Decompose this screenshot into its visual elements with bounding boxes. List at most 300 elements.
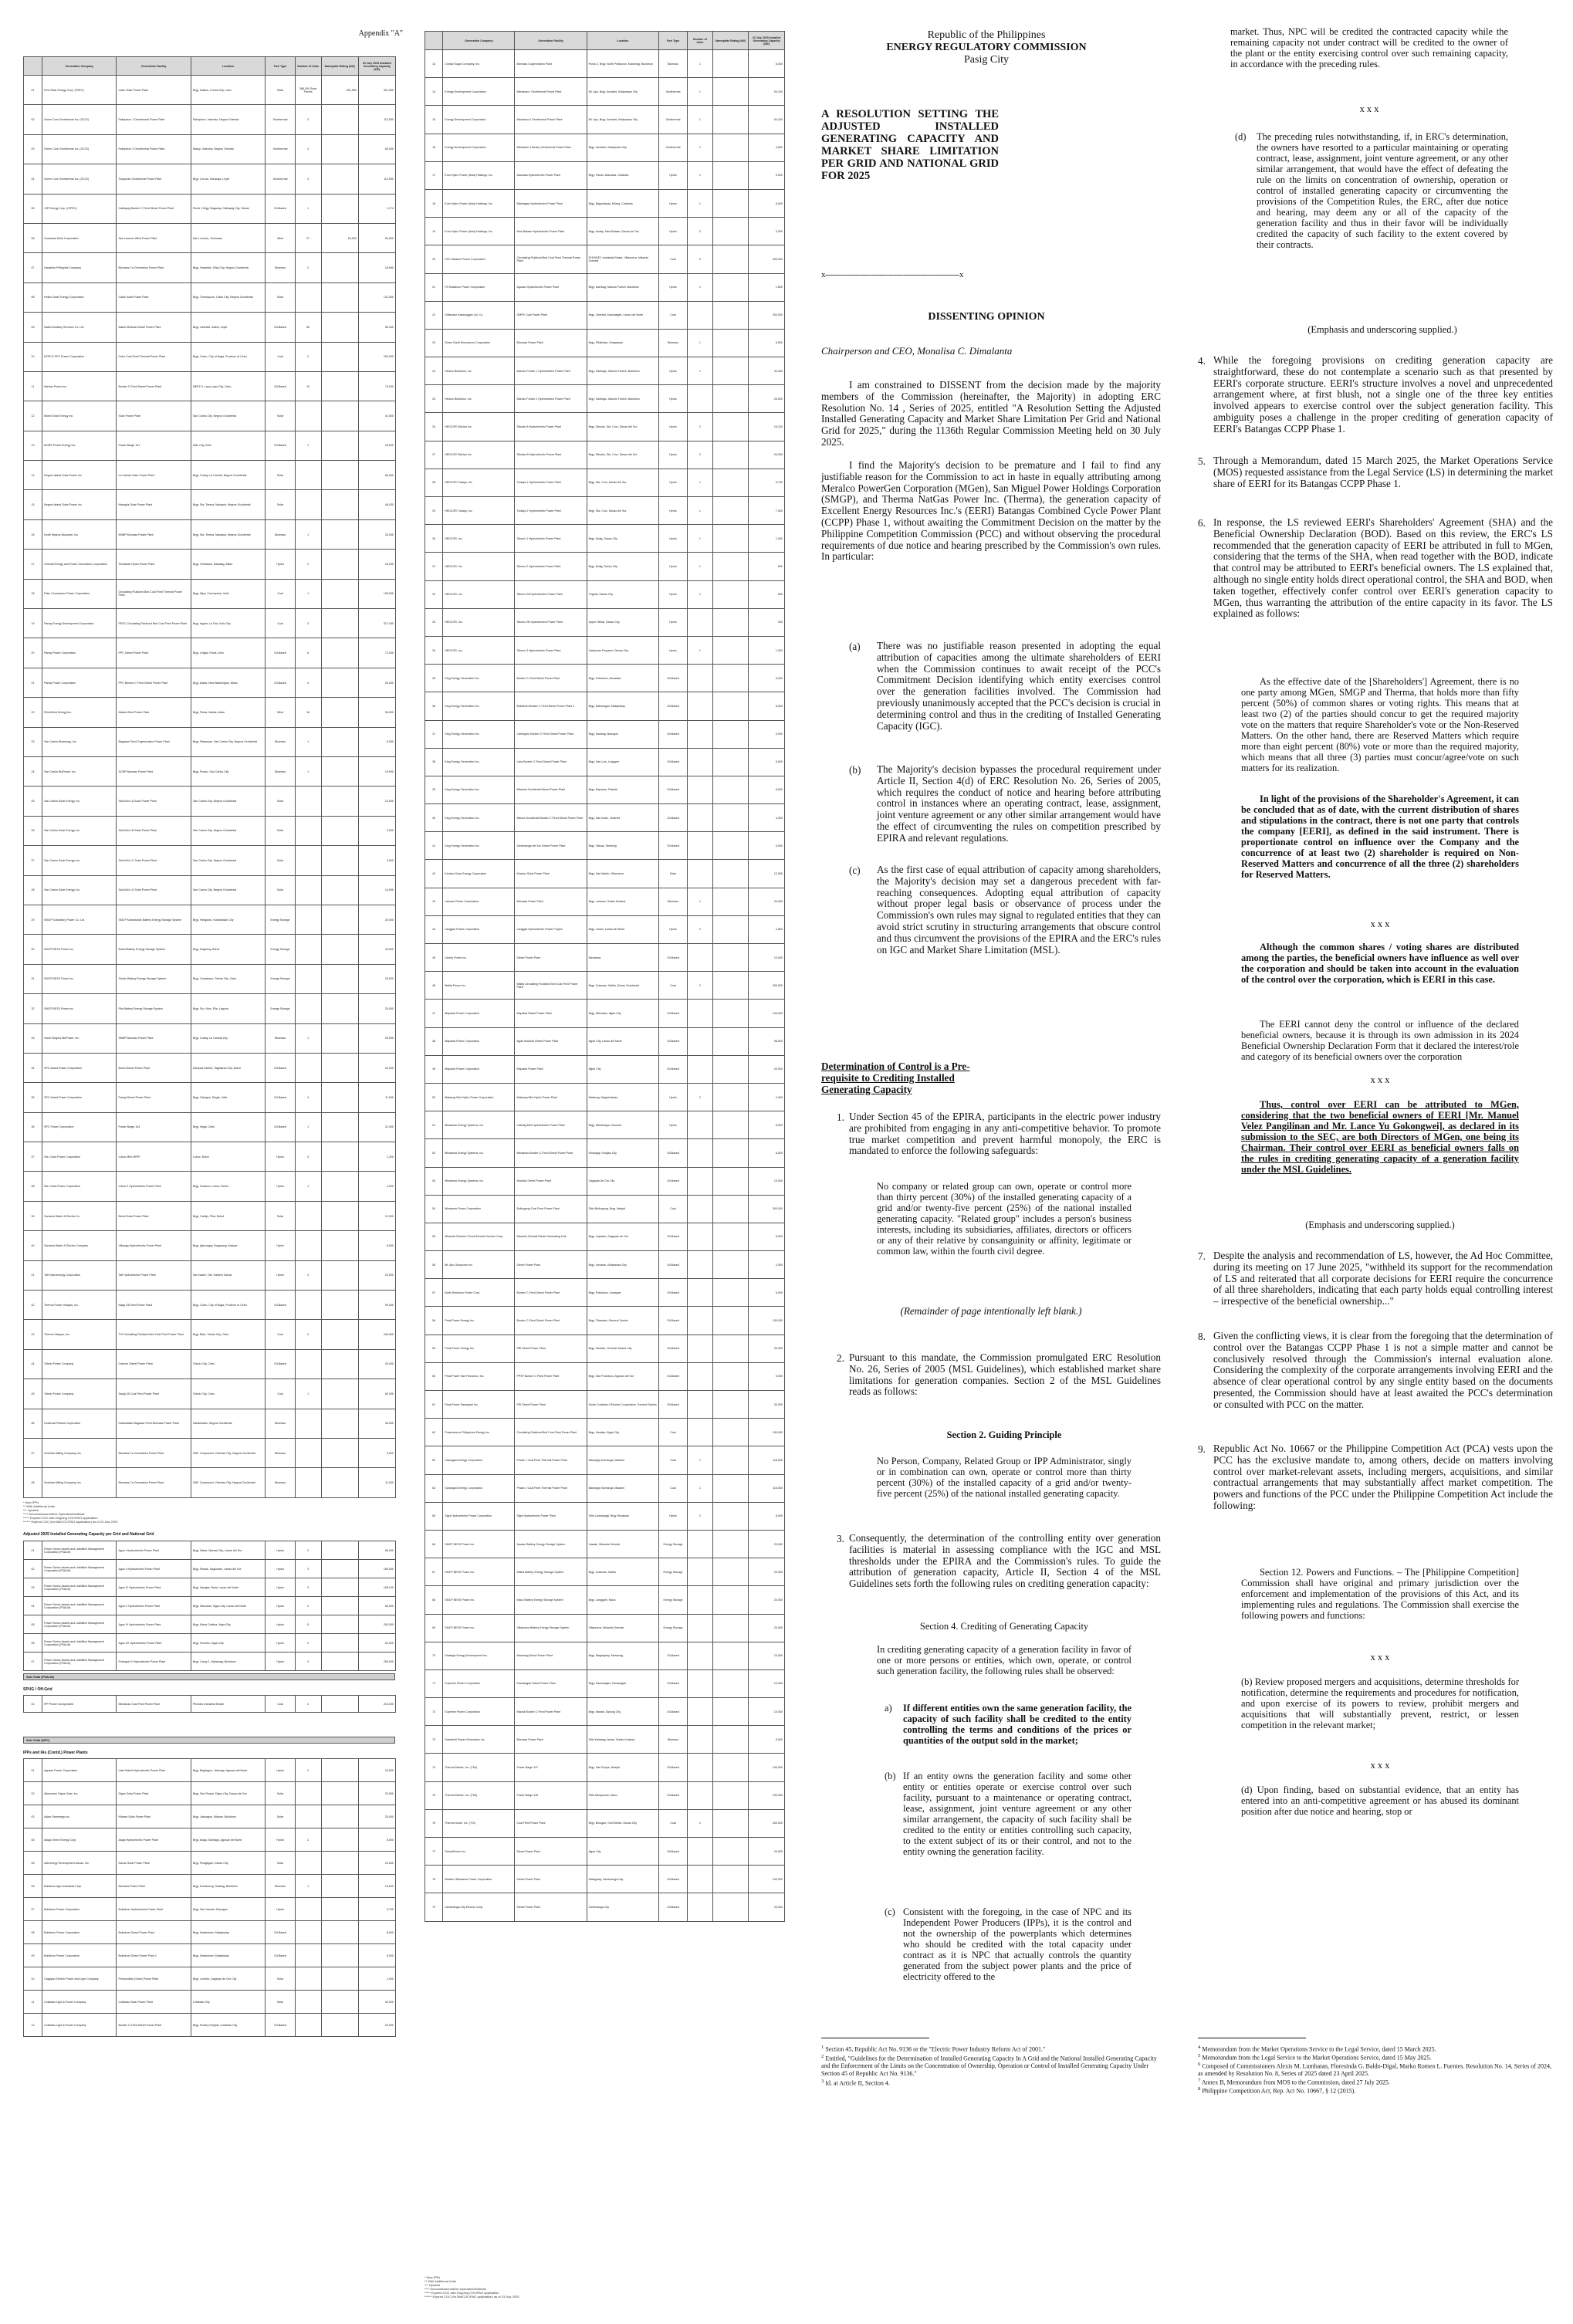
table-cell	[688, 608, 713, 636]
table-cell: 13	[24, 431, 42, 460]
table-cell: 34	[425, 636, 443, 664]
table-cell	[688, 1669, 713, 1697]
table-cell: Power Sector Assets and Liabilities Management Corporation (PSALM)	[42, 1560, 117, 1578]
table-cell: 30,000	[358, 1991, 395, 2014]
table-cell: Hydro	[658, 1083, 687, 1111]
table-cell: Pulangui IV Hydroelectric Power Plant	[117, 1653, 191, 1671]
table-cell	[321, 756, 358, 786]
table-cell: 2	[295, 1541, 321, 1560]
continuation-text: market. Thus, NPC will be credited the contracted capacity while the remaining capacity not under contract will be credited to the owner of the plant or the entity exercising control over such remaining capacity, in accordance with the preceding rules.	[1230, 26, 1508, 69]
remainder-note: (Remainder of page intentionally left blank.)	[900, 1305, 1082, 1317]
table-cell	[321, 519, 358, 549]
table-cell	[321, 1782, 358, 1805]
table-cell: 05	[24, 1615, 42, 1634]
ls-quote-5: Thus, control over EERI can be attributed to MGen, considering that the two beneficial owners of EERI [Mr. Manuel Velez Pangilinan and Mr. Lance Yu Gokongwei], as declared in its submission to the SEC, are both Directors of MGen, one being its Chairman. Their control over EERI as beneficial owners falls on the rules in crediting generating capacity of a generation facility under the MSL Guidelines.	[1241, 1099, 1519, 1175]
table-cell: San Carlos Solar Energy, Inc.	[42, 846, 117, 875]
table-row	[425, 720, 785, 748]
table-cell: Kabankalan Bagasse Fired Biomass Power Plant	[117, 1409, 191, 1438]
table-cell: Brgy. Ditucalan, Iligan City	[587, 1000, 658, 1027]
table-cell: Mindanao 3 Binary Geothermal Power Plant	[515, 134, 587, 161]
table-row	[425, 1781, 785, 1809]
table-cell: Bukidnon Power Corporation	[42, 1921, 117, 1944]
table-cell: San Carlos City, Negros Occidental	[191, 816, 265, 845]
table-row	[24, 787, 396, 816]
table-row	[24, 1172, 396, 1201]
table-cell: Energy Development Corporation	[443, 134, 515, 161]
pca-sec12: Section 12. Powers and Functions. – The [Philippine Competition] Commission shall have original and primary jurisdiction over the enforcement and implementation of the provisions of this Act, and its implementing rules and regulations. The Commission shall exercise the following powers and functions:	[1241, 1567, 1519, 1621]
table-row	[425, 580, 785, 608]
table-cell	[321, 1634, 358, 1653]
table-cell: Solar	[266, 875, 296, 905]
table-cell: 3	[295, 1578, 321, 1597]
para-9: Republic Act No. 10667 or the Philippine Competition Act (PCA) vests upon the PCC has the exclusive mandate to, among others, decide on matters involving control over market-relevant assets, including mergers, acquisitions, and similar contractual arrangements that may substantially affect market competition. The powers and functions of the PCC under the Philippine Competition Act include the following:	[1213, 1443, 1553, 1511]
table-cell	[712, 580, 749, 608]
table-cell: 25	[24, 787, 42, 816]
table-row	[24, 964, 396, 993]
table-cell: Solar	[266, 816, 296, 845]
table-cell: Liberty Power Inc.	[443, 944, 515, 972]
table-cell: 31	[425, 553, 443, 580]
emphasis-note-2: (Emphasis and underscoring supplied.)	[1305, 1220, 1455, 1230]
table-cell: 54,240	[749, 106, 785, 134]
table-cell: Miami Solar Energy Inc.	[42, 401, 117, 431]
table-cell: Brgy. Lumbia, Cagayan de Oro City	[191, 1967, 265, 1991]
table-cell: 2,000	[749, 1251, 785, 1279]
table-cell: Bulbugong Coal Fired Power Plant	[515, 1195, 587, 1223]
table-cell: Hydro	[266, 1898, 296, 1921]
table-cell: Hydro	[266, 1560, 296, 1578]
table-cell: 55,440	[358, 313, 395, 342]
table-cell: Asian Greenergy Inc.	[42, 1805, 117, 1828]
para-8: Given the conflicting views, it is clear from the foregoing that the determination of control over the Batangas CCPP Phase 1 is not a simple matter and cannot be conclusively resolved through the Commission's internal evaluation alone. Considering the complexity of the corporate arrangements involving EERI and the absence of clear operational control by any single entity based on the documents presented, the Commission should have at least awaited the PCC's determination or consulted with PCC on the matter.	[1213, 1330, 1553, 1410]
table-cell	[321, 1991, 358, 2014]
footnote-7: $^7$ Annex B, Memorandum from MOS to the Commission, dated 27 July 2025.	[1198, 2078, 1390, 2086]
table-cell	[712, 1335, 749, 1362]
column-header: Location	[191, 57, 265, 76]
table-cell: 31	[24, 964, 42, 993]
note-line: **** Decommissioned/De-Operation/Mothball	[425, 2287, 486, 2291]
table-cell	[712, 636, 749, 664]
table-cell: 39	[24, 1201, 42, 1230]
table-cell: Brgy. Lamsan, Sultan Kudarat	[587, 888, 658, 915]
table-cell: Green Core Geothermal Inc. (GCGI)	[42, 105, 117, 134]
table-cell: SaCaSol I-B Solar Power Plant	[117, 816, 191, 845]
table-cell: San Carlos Solar Energy, Inc.	[42, 787, 117, 816]
table-cell: 10,000	[358, 1875, 395, 1898]
table-cell: 4	[295, 1083, 321, 1112]
table-row	[24, 164, 396, 194]
table-cell	[688, 1838, 713, 1866]
table-cell: 103,000	[749, 1000, 785, 1027]
table-cell: Solar	[266, 490, 296, 519]
table-cell	[712, 1558, 749, 1586]
table-cell: Bagasse Fired Cogeneration Power Plant	[117, 727, 191, 756]
rule-b-label: (b)	[885, 1771, 896, 1781]
table-row	[24, 1696, 396, 1713]
table-cell: Oil-Based	[266, 668, 296, 697]
table-row	[24, 1083, 396, 1112]
ellipsis-5: x x x	[1370, 1760, 1390, 1771]
table-cell	[295, 964, 321, 993]
table-cell: HEDCOR, Inc.	[443, 580, 515, 608]
table-cell: 79	[425, 1893, 443, 1921]
table-cell: 42	[425, 860, 443, 888]
table-cell: Biomass	[266, 1468, 296, 1497]
table-cell	[321, 875, 358, 905]
table-cell: Manolo Fortich 1 Hydroelectric Power Plant	[515, 357, 587, 385]
table-cell	[321, 668, 358, 697]
table-cell: Langgas Hydroelectric Power Project	[515, 915, 587, 943]
table-cell	[295, 905, 321, 934]
table-cell: 32	[24, 994, 42, 1023]
table-cell: 20	[425, 245, 443, 273]
table-cell: 9,000	[358, 1438, 395, 1467]
table-cell	[688, 1027, 713, 1055]
table-cell: 1	[295, 1172, 321, 1201]
table-cell	[321, 1172, 358, 1201]
table-cell: Taft Hydroelectric Power Plant	[117, 1260, 191, 1290]
table-row	[24, 105, 396, 134]
table-cell	[712, 1642, 749, 1669]
table-cell: 3	[688, 218, 713, 245]
table-cell: 3,800	[749, 134, 785, 161]
table-row	[425, 1698, 785, 1726]
table-cell: Brgy. Ditucalan, Iligan City, Lanao del Norte	[191, 1597, 265, 1615]
table-cell: 82,000	[358, 1379, 395, 1409]
table-cell: 300,000	[749, 972, 785, 1000]
table-cell: 33	[24, 1023, 42, 1053]
table-cell: Bukidnon Diesel Power Plant	[117, 1921, 191, 1944]
table-cell: Oil-Based	[266, 1944, 296, 1967]
table-cell: Gillamaco Kasaroggan Ltd. Co.	[443, 301, 515, 329]
table-cell: 2	[295, 550, 321, 579]
table-cell: Green Earth Enersource Corporation	[443, 329, 515, 357]
table-row	[24, 1875, 396, 1898]
table-cell: Carrington Bunker C Fired Diesel Power Plant	[515, 720, 587, 748]
note-line: *** Uprated	[425, 2283, 441, 2287]
table-cell: ToledoPower Inc.	[443, 1838, 515, 1866]
table-cell	[712, 1838, 749, 1866]
table-cell: HEDCOR Sibulan Inc.	[443, 413, 515, 441]
table-row	[425, 1809, 785, 1837]
table-cell: 5	[295, 1615, 321, 1634]
table-cell: Sitio Bulbugong, Brgy. Nasipit	[587, 1195, 658, 1223]
table-cell: Panay Power Corporation	[42, 638, 117, 668]
table-row	[24, 1053, 396, 1082]
table-row	[24, 1852, 396, 1875]
item-a-label: (a)	[849, 641, 861, 652]
table-cell: 8,000	[358, 1828, 395, 1852]
table-cell: PetroWind Energy Inc.	[42, 698, 117, 727]
table-row	[425, 1502, 785, 1530]
table-cell: 1	[688, 273, 713, 301]
table-cell: 650	[749, 580, 785, 608]
table-cell: Bukidnon Power Corporation	[42, 1944, 117, 1967]
table-cell: Brgy. Colon, City of Naga, Province of Cebu	[191, 342, 265, 371]
table-cell: Solar	[266, 1967, 296, 1991]
table-cell: IPP Power Incorporated	[42, 1696, 117, 1713]
table-cell: 25,000	[358, 519, 395, 549]
table-cell: Mindanao Power Corporation	[443, 1195, 515, 1223]
table-cell: 05	[24, 194, 42, 223]
table-cell: 1	[688, 469, 713, 496]
pca-sec12-b: (b) Review proposed mergers and acquisitions, determine thresholds for notification, determine the requirements and procedures for notification, and upon exercise of its powers to review, prohibit mergers and acquisitions that will substantially prevent, restrict, or lessen competition in the relevant market;	[1241, 1676, 1519, 1730]
table-cell: Oil-Based	[658, 1167, 687, 1195]
table-row	[425, 944, 785, 972]
table-cell: 2	[295, 1696, 321, 1713]
table-cell: Power Sector Assets and Liabilities Management Corporation (PSALM)	[42, 1541, 117, 1560]
table-row	[425, 1279, 785, 1307]
table-cell: Hydro	[658, 497, 687, 525]
table-cell: Brgy. Kiwalan, Iligan City	[587, 1419, 658, 1446]
table-cell: PSI Diesel Power Plant	[515, 1391, 587, 1419]
table-row	[425, 915, 785, 943]
table-cell: Brgy. Sta. Cruz, Davao del Sur	[587, 469, 658, 496]
table-cell: Brgy. Mulig, Davao City	[587, 525, 658, 553]
table-cell: Brgy. Hawaiian, Silay City, Negros Occidental	[191, 253, 265, 282]
table-cell: Brgy. Cubay, La Carlota, Negros Occidental	[191, 461, 265, 490]
table-row	[24, 253, 396, 282]
table-cell: Brgy. Bagontapay, M'lang, Cotabato	[587, 189, 658, 217]
table-cell	[688, 1586, 713, 1614]
column-header: 23 July 2025 Installed Generating Capacity (kW)	[749, 32, 785, 50]
table-cell	[712, 1893, 749, 1921]
table-cell: Supreme Power Corporation	[443, 1698, 515, 1726]
table-cell	[295, 461, 321, 490]
table-cell	[321, 905, 358, 934]
table-row	[24, 134, 396, 164]
table-cell: San Isabel, Taft, Eastern Samar	[191, 1260, 265, 1290]
table-cell: Diesel Power Plant	[515, 1893, 587, 1921]
table-cell: Villasiga Hydroelectric Power Plant	[117, 1231, 191, 1260]
table-cell: Brgy. San Luis, Lingayon	[587, 748, 658, 776]
table-cell: Brgy. Pikkindan, Kidapawan	[587, 329, 658, 357]
table-cell: 75	[425, 1781, 443, 1809]
table-cell	[295, 846, 321, 875]
table-cell: Agusan Hydroelectric Power Plant	[515, 273, 587, 301]
note-line: * New IPPs	[425, 2275, 441, 2279]
table-cell: Brgy. Dakwo, Croma City, Laon	[191, 76, 265, 105]
para-5: Through a Memorandum, dated 15 March 2025, the Market Operations Service (MOS) requested assistance from the Legal Service (LS) in determining the market share of EERI for its Batangas CCPP Phase 1.	[1213, 455, 1553, 489]
table-cell: 02	[24, 1560, 42, 1578]
table-cell: Biomass Power Plant	[515, 1726, 587, 1754]
table-cell: Cagayan de Oro City	[587, 1167, 658, 1195]
table-cell: Cebu Coal Fired Thermal Power Plant	[117, 342, 191, 371]
table-row	[425, 385, 785, 413]
table-cell: 180,000	[358, 1560, 395, 1578]
table-cell: 11	[24, 1991, 42, 2014]
table-cell: Hedcor Bukidnon, Inc.	[443, 357, 515, 385]
table-cell	[321, 313, 358, 342]
table-cell: 29	[24, 905, 42, 934]
table-cell: Coal	[266, 609, 296, 638]
table-cell: Oil-Based	[658, 1838, 687, 1866]
table-cell: SPC Power Corporation	[42, 1112, 117, 1142]
table-row	[425, 1530, 785, 1558]
table-cell: 26,250	[749, 441, 785, 469]
table-cell	[712, 218, 749, 245]
table-cell: Mactan Power Inc.	[42, 371, 117, 401]
table-cell: 3	[295, 609, 321, 638]
table-cell: Solar	[266, 1782, 296, 1805]
table-cell: 02	[24, 1782, 42, 1805]
table-cell: SMCP Kabankalan Battery Energy Storage System	[117, 905, 191, 934]
table-cell: Pila Battery Energy Storage System	[117, 994, 191, 1023]
table-cell: 2	[295, 1828, 321, 1852]
table-cell: Loboc Mini HEPP	[117, 1142, 191, 1172]
table-cell: 60,000	[358, 134, 395, 164]
table-cell: 6,700	[749, 469, 785, 496]
table-cell: Barangay Kamanga, Maasim	[587, 1446, 658, 1474]
table-cell: SaCaSol I-C Solar Power Plant	[117, 846, 191, 875]
table-cell: Maridagao Hydroelectric Power Plant	[515, 189, 587, 217]
table-row	[24, 1320, 396, 1349]
quote-sec2-title: Section 2. Guiding Principle	[946, 1429, 1062, 1440]
table-row	[24, 1379, 396, 1409]
table-cell: 42	[24, 1291, 42, 1320]
table-cell: Oil-Based	[658, 1893, 687, 1921]
table-row	[24, 579, 396, 608]
table-cell: Power Barge 117	[515, 1754, 587, 1781]
footnote-5: $^5$ Memorandum from the Legal Service to the Market Operations Service, dated 15 May 2025.	[1198, 2053, 1432, 2062]
table-cell: 39	[425, 776, 443, 803]
note-line: ****** Expired COC (for Bld/COC/PAO application) as of 23 July 2025	[23, 1520, 118, 1524]
table-cell: Oil-Based	[266, 2014, 296, 2037]
para-4-number: 4.	[1198, 355, 1206, 367]
table-row	[425, 1251, 785, 1279]
table-cell	[712, 1502, 749, 1530]
table-cell: 77	[425, 1838, 443, 1866]
table-row	[24, 1921, 396, 1944]
table-cell: Lima Bunker C Fired Diesel Power Plant	[515, 748, 587, 776]
table-cell: 01	[24, 1541, 42, 1560]
table-cell: Panay Power Corporation	[42, 668, 117, 697]
table-cell: MORE Power Energy Inc.	[42, 431, 117, 460]
table-cell: 12	[24, 2014, 42, 2037]
table-cell: Diesel Power Plant	[515, 1866, 587, 1893]
table-cell: 3	[295, 134, 321, 164]
table-cell: Brgy. Canlijo, Pilar, Bohol	[191, 1201, 265, 1230]
table-cell: 20,000	[749, 1558, 785, 1586]
table-cell: Brgy. Santiago, Manolo Fortich, Bukidnon	[587, 385, 658, 413]
table-cell: 28	[425, 469, 443, 496]
rule-a-label: a)	[885, 1703, 892, 1713]
para-1: Under Section 45 of the EPIRA, participants in the electric power industry are prohibited from engaging in any anti-competitive behavior. To promote true market competition and prevent harmful monopoly, the ERC is mandated to enforce the following safeguards:	[849, 1111, 1161, 1157]
table-cell: 25	[425, 385, 443, 413]
table-cell	[712, 553, 749, 580]
table-cell: Coal	[266, 1379, 296, 1409]
table-cell: Therma South, Inc. (TSI)	[443, 1809, 515, 1837]
table-cell: 04	[24, 1597, 42, 1615]
table-cell	[688, 1558, 713, 1586]
table-cell: Kinangay, Surigao City	[587, 1139, 658, 1167]
table-cell	[295, 2014, 321, 2037]
table-cell: 24	[425, 357, 443, 385]
table-cell: 118,500	[749, 1474, 785, 1502]
para-2-number: 2.	[837, 1352, 844, 1364]
subtable-title-2: SPUG / Off-Grid	[23, 1687, 52, 1692]
footnote-1: $^1$ Section 45, Republic Act No. 9136 or the "Electric Power Industry Reform Act of 2001."	[821, 2045, 1046, 2053]
table-cell: 1,000	[749, 525, 785, 553]
table-cell: 06	[24, 223, 42, 252]
table-cell: Isabel Ancillary Services Co. Ltd.	[42, 313, 117, 342]
table-cell: Oil-Based	[266, 638, 296, 668]
table-cell: Coal	[658, 301, 687, 329]
table-cell: Alterpower Digos Solar, Inc.	[42, 1782, 117, 1805]
table-row	[24, 846, 396, 875]
table-cell: San Lorenzo Wind Power Plant	[117, 223, 191, 252]
table-cell	[688, 1335, 713, 1362]
table-cell: 36	[24, 1112, 42, 1142]
table-cell: 1	[295, 1112, 321, 1142]
table-cell: Coal	[658, 1195, 687, 1223]
table-cell: Solar	[266, 1805, 296, 1828]
column-header: Nameplate Rating (kW)	[712, 32, 749, 50]
table-cell: Energy Storage	[266, 935, 296, 964]
column-header: Generation Company	[443, 32, 515, 50]
table-cell: 2,400	[749, 1083, 785, 1111]
para-3: Consequently, the determination of the controlling entity over generation facilities is material in assessing compliance with the IGC and MSL thresholds under the EPIRA and the Commission's rules. To guide the attribution of generation capacity, Article II, Section 4 of the MSL Guidelines sets forth the following rules on crediting generation capacity:	[849, 1532, 1161, 1590]
table-cell: Cabulig Mini Hydroelectric Power Plant	[515, 1111, 587, 1139]
agency-name: ENERGY REGULATORY COMMISSION	[886, 42, 1087, 53]
table-cell: Villanueva Battery Energy Storage System	[515, 1614, 587, 1642]
table-row	[24, 1898, 396, 1921]
table-row	[24, 1112, 396, 1142]
table-cell: 29	[425, 497, 443, 525]
table-cell: Power Barge 118	[515, 1781, 587, 1809]
table-cell	[688, 776, 713, 803]
table-cell: 1,920	[749, 636, 785, 664]
table-cell: Geothermal	[266, 164, 296, 194]
table-cell: 18,980	[358, 253, 395, 282]
table-cell: 300	[749, 608, 785, 636]
table-cell: 5,000	[749, 720, 785, 748]
table-cell: Brgy. Damilag, Manolo Fortich, Bukidnon	[587, 273, 658, 301]
table-cell: 10	[24, 342, 42, 371]
table-cell: 70,000	[358, 371, 395, 401]
table-cell	[321, 1023, 358, 1053]
table-cell: Palm Concepcion Power Corporation	[42, 579, 117, 608]
table-cell: Kauswagan Diesel Power Plant	[515, 1669, 587, 1697]
table-cell: Coal	[658, 1809, 687, 1837]
rule-d: The preceding rules notwithstanding, if, in ERC's determination, the owners have resorted to a particular maintaining or operating contract, lease, assignment, joint venture agreement, or any other similar arrangement, that would have the effect of defeating the rule on the limits on concentration of ownership, operation or control of installed generating capacity or circumventing the provisions of the Competition Rules, the ERC, after due notice and hearing, may deem any or all of the capacity of the generation facility and thus in their favor will be individually credited the capacity of such facility to the extent covered by their contracts.	[1257, 131, 1508, 250]
note-line: ** With Additional Units	[425, 2279, 456, 2283]
table-cell: Circulating Fluidized Bed Coal Fired Thermal Power Plant	[515, 245, 587, 273]
table-row	[425, 189, 785, 217]
table-cell: Oil-Based	[658, 1754, 687, 1781]
table-cell: 07	[24, 1898, 42, 1921]
table-cell: Brgy. Tabugon, Dingle, Iloilo	[191, 1083, 265, 1112]
table-cell: Peak Power San Francisco, Inc.	[443, 1362, 515, 1390]
table-cell: Brgy. Ungka, Pavia, Iloilo	[191, 638, 265, 668]
table-cell	[712, 1866, 749, 1893]
table-cell	[321, 1875, 358, 1898]
table-cell: Solar	[266, 1991, 296, 2014]
table-cell	[712, 1669, 749, 1697]
table-cell: Tudaya 1 Hydroelectric Power Plant	[515, 469, 587, 496]
table-cell	[712, 1279, 749, 1307]
table-cell: 23	[425, 329, 443, 357]
table-cell: 98,000	[749, 1027, 785, 1055]
table-cell	[321, 1615, 358, 1634]
table-cell: Lamsan Power Corporation	[443, 888, 515, 915]
table-row	[24, 905, 396, 934]
table-row	[24, 994, 396, 1023]
table-cell: Agus VII Hydroelectric Power Plant	[117, 1634, 191, 1653]
table-cell: 2	[688, 1809, 713, 1837]
table-cell: Malita Circulating Fluidized Bed Coal Fired Power Plant	[515, 972, 587, 1000]
quote-sec45: No company or related group can own, operate or control more than thirty percent (30%) of the installed generating capacity of a grid and/or twenty-five percent (25%) of the national installed generating capacity. "Related group" includes a person's business interests, including its subsidiaries, affiliates, directors or officers or any of their relative by consanguinity or affinity, legitimate or common law, within the fourth civil degree.	[877, 1181, 1132, 1257]
